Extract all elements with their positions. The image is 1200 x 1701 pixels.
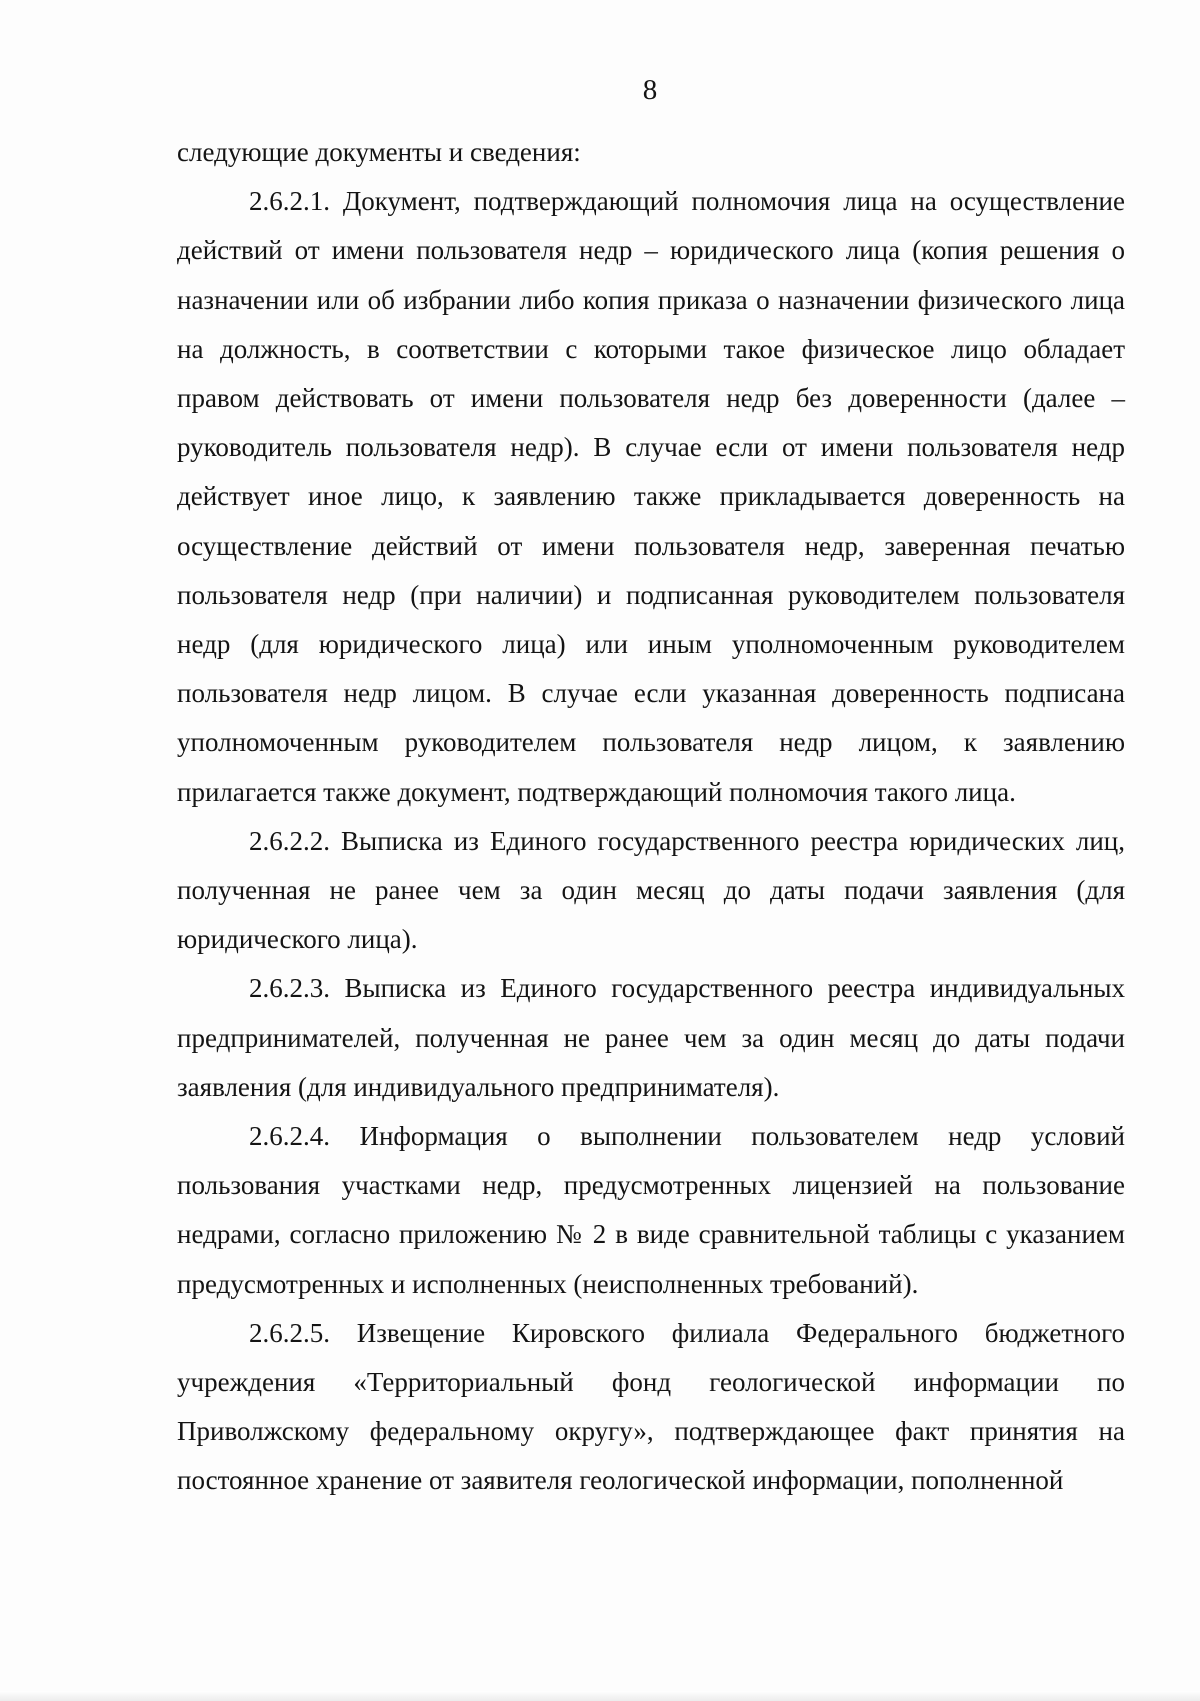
paragraph-2-6-2-3: 2.6.2.3. Выписка из Единого государственного реестра индивидуальных предпринимателей, полученная не ранее чем за один месяц до даты подачи заявления (для индивидуального предпринимателя). bbox=[177, 973, 1125, 1102]
paragraph-2-6-2-4: 2.6.2.4. Информация о выполнении пользователем недр условий пользования участками недр, предусмотренных лицензией на пользование недрами, согласно приложению № 2 в виде сравнительной таблицы с указанием предусмотренных и исполненных (неисполненных требований). bbox=[177, 1121, 1125, 1299]
scan-edge bbox=[0, 1691, 1200, 1701]
body-text bbox=[177, 128, 1125, 1506]
paragraph-intro: следующие документы и сведения: bbox=[177, 137, 581, 167]
paragraph-2-6-2-2: 2.6.2.2. Выписка из Единого государственного реестра юридических лиц, полученная не ранее чем за один месяц до даты подачи заявления (для юридического лица). bbox=[177, 825, 1125, 955]
paragraph-2-6-2-1: 2.6.2.1. Документ, подтверждающий полномочия лица на осуществление действий от имени пользователя недр – юридического лица (копия решения о назначении или об избрании либо копия приказа о назначении физического лица на должность, в соответствии с которыми такое физическое лицо обладает правом действовать от имени пользователя недр без доверенности (далее – руководитель пользователя недр). В случае если от имени пользователя недр действует иное лицо, к заявлению также прикладывается доверенность на осуществление действий от имени пользователя недр, заверенная печатью пользователя недр (при наличии) и подписанная руководителем пользователя недр (для юридического лица) или иным уполномоченным руководителем пользователя недр лицом. В случае если указанная доверенность подписана уполномоченным руководителем пользователя недр лицом, к заявлению прилагается также документ, подтверждающий полномочия такого лица. bbox=[177, 186, 1125, 807]
page-number: 8 bbox=[642, 74, 658, 106]
paragraph-2-6-2-5: 2.6.2.5. Извещение Кировского филиала Федерального бюджетного учреждения «Территориальный фонд геологической информации по Приволжскому федеральному округу», подтверждающее факт принятия на постоянное хранение от заявителя геологической информации, пополненной bbox=[177, 1317, 1125, 1496]
